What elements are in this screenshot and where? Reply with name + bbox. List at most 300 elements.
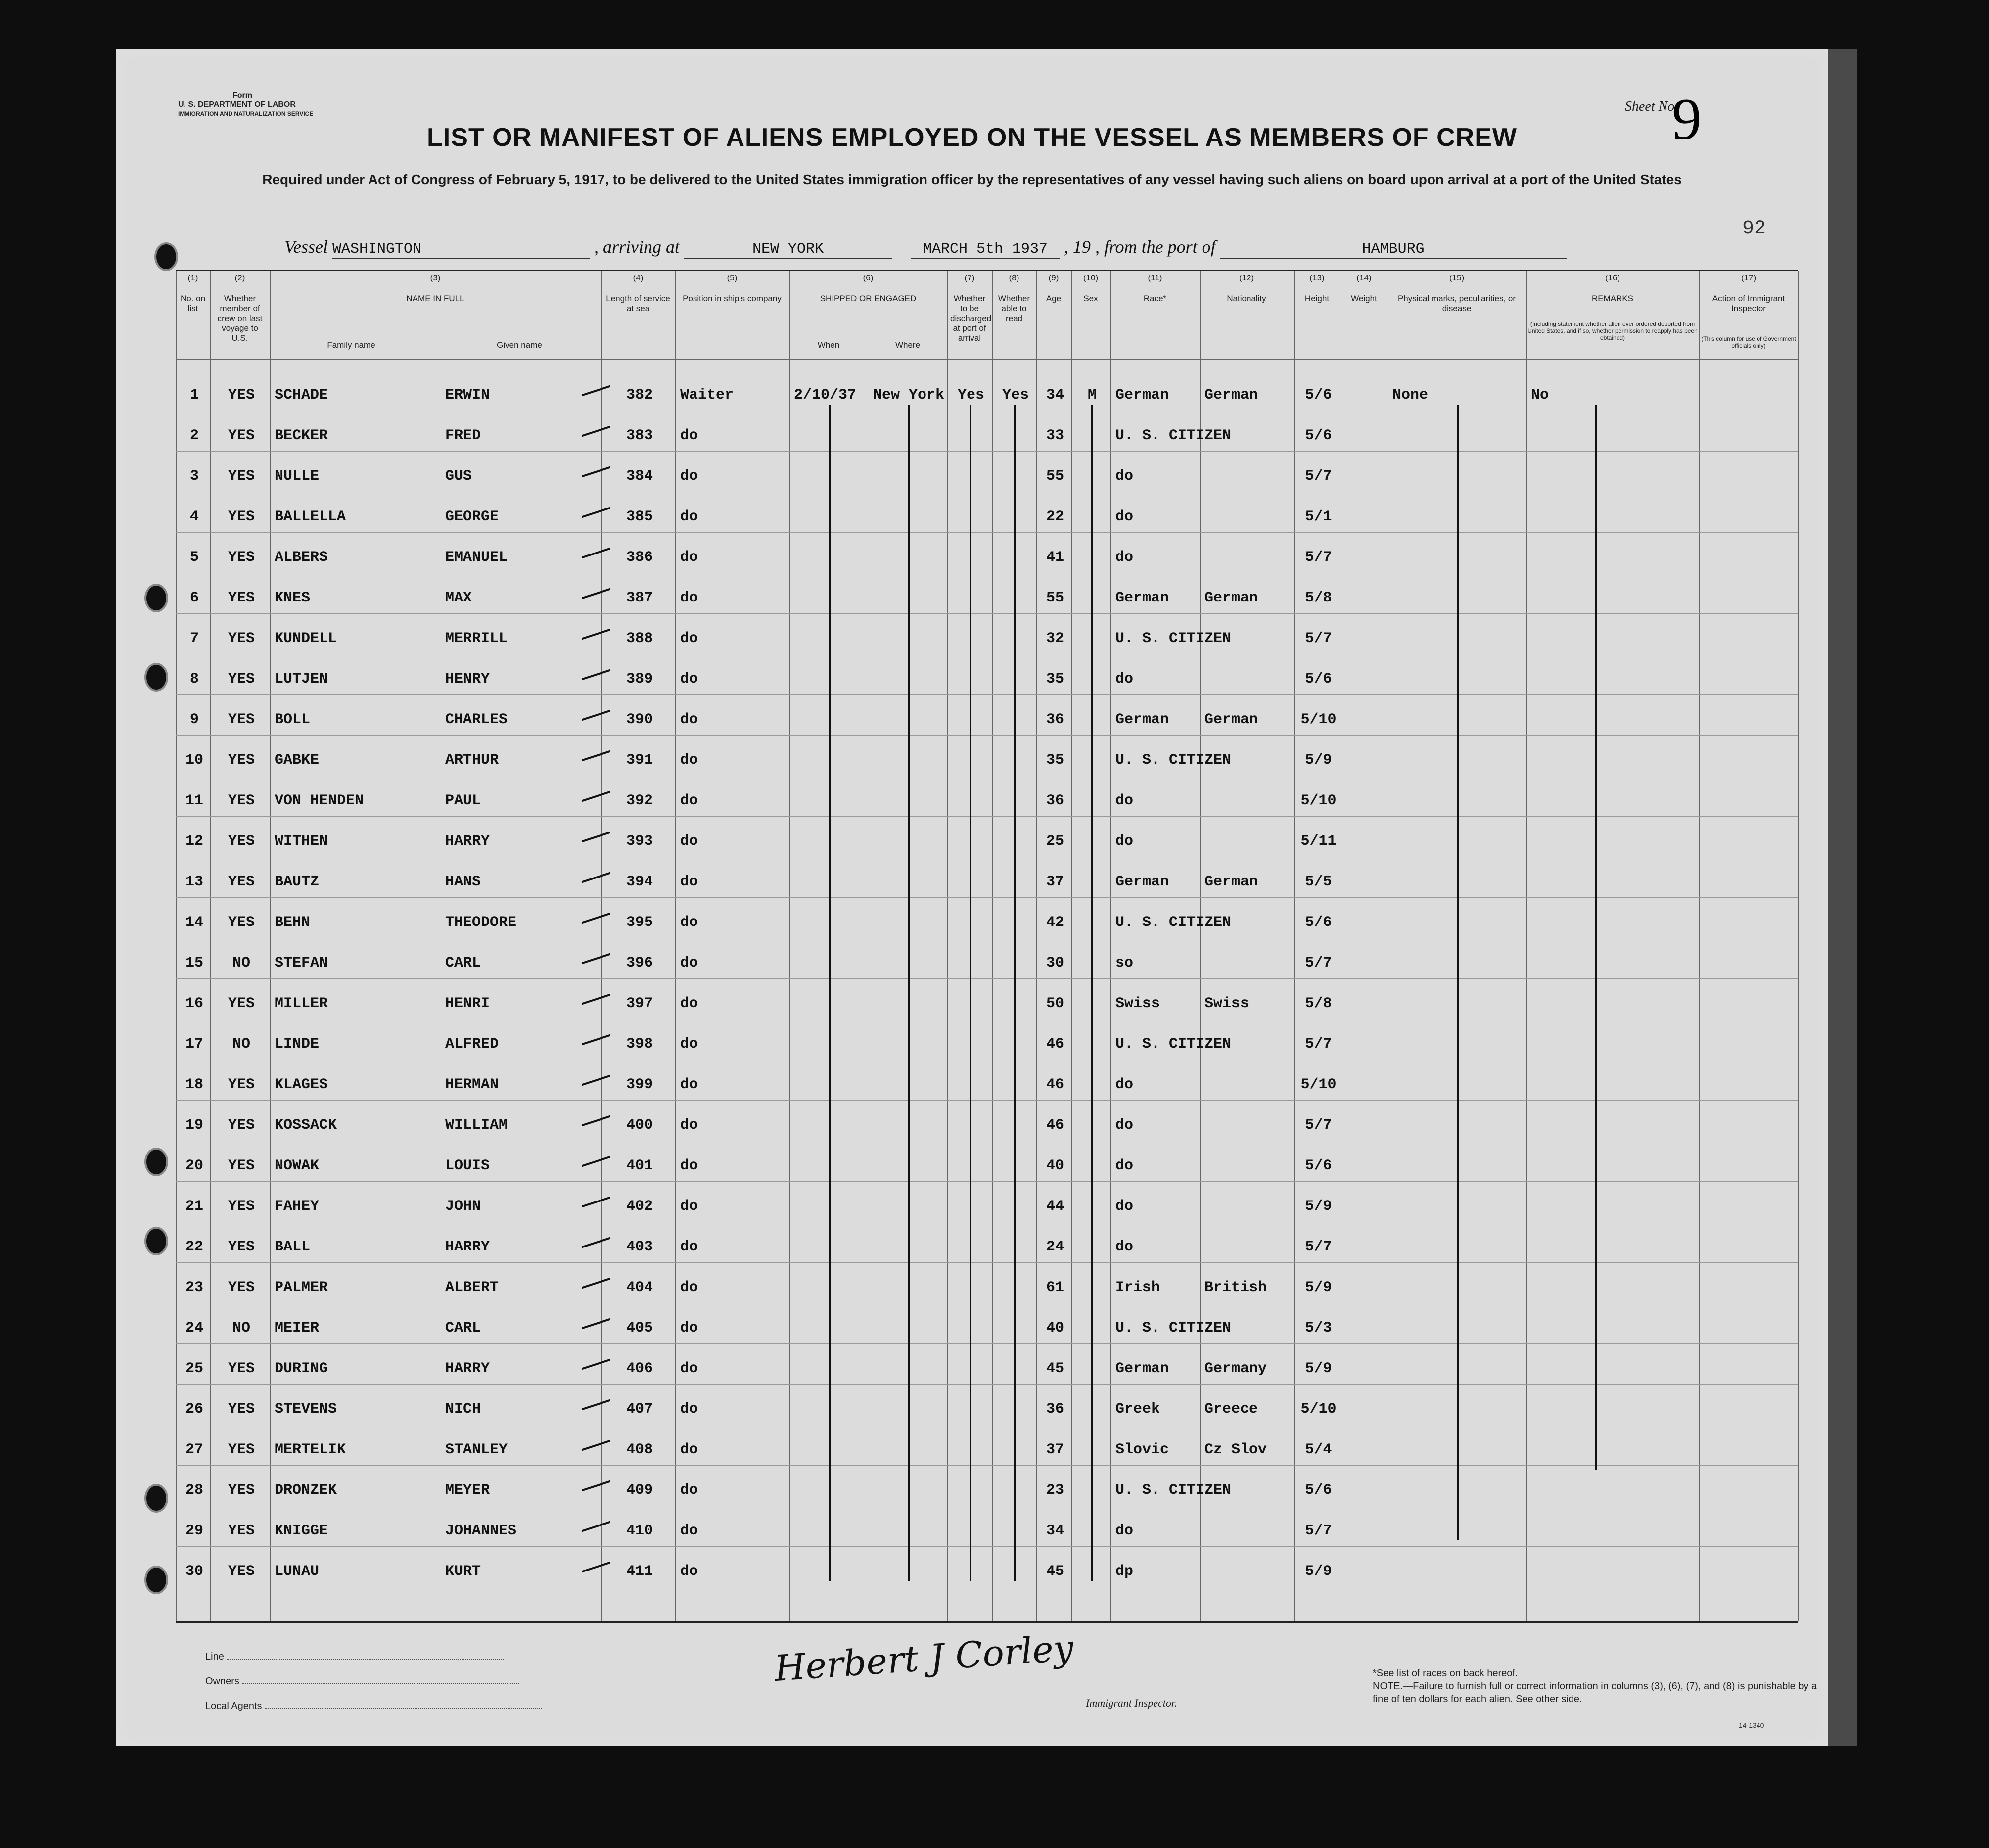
cell-height: 5/10: [1300, 1401, 1337, 1418]
table-row: [176, 983, 1798, 1024]
inspector-note: (This column for use of Government officials only): [1701, 335, 1796, 349]
cell-race: German: [1115, 590, 1169, 606]
cell-no: 23: [185, 1279, 203, 1296]
cell-voyage: YES: [228, 1441, 255, 1458]
punch-hole: [154, 242, 178, 271]
cell-service: 400: [626, 1117, 653, 1134]
cell-height: 5/4: [1305, 1441, 1332, 1458]
document-subtitle: Required under Act of Congress of February 5, 1917, to be delivered to the United States immigration officer by the representatives of any vessel having such aliens on board upon arrival at a port of the United States: [262, 172, 1682, 187]
column-label: NAME IN FULL: [406, 294, 464, 303]
table-row: [176, 497, 1798, 537]
cell-service: 409: [626, 1482, 653, 1499]
cell-family: ALBERS: [275, 549, 328, 566]
cell-age: 42: [1046, 914, 1064, 931]
cell-voyage: YES: [228, 752, 255, 769]
cell-family: FAHEY: [275, 1198, 320, 1215]
cell-position: do: [680, 549, 698, 566]
cell-nationality: British: [1204, 1279, 1267, 1296]
cell-voyage: YES: [228, 1401, 255, 1418]
cell-age: 24: [1046, 1239, 1064, 1255]
cell-race: U. S. CITIZEN: [1115, 752, 1232, 769]
cell-age: 35: [1046, 752, 1064, 769]
cell-voyage: NO: [232, 955, 250, 971]
cell-position: do: [680, 630, 698, 647]
cell-service: 390: [626, 711, 653, 728]
cell-family: NOWAK: [275, 1157, 320, 1174]
cell-race: do: [1115, 1117, 1134, 1134]
cell-no: 10: [185, 752, 203, 769]
cell-race: U. S. CITIZEN: [1115, 630, 1232, 647]
arrival-port: NEW YORK: [684, 241, 892, 259]
punch-hole: [144, 584, 168, 612]
cell-family: GABKE: [275, 752, 320, 769]
cell-family: LINDE: [275, 1036, 320, 1053]
column-label: Race*: [1143, 294, 1167, 303]
cell-position: do: [680, 1279, 698, 1296]
cell-given: GEORGE: [445, 508, 499, 525]
cell-age: 30: [1046, 955, 1064, 971]
table-row: [176, 1430, 1798, 1470]
table-row: [176, 456, 1798, 497]
cell-position: do: [680, 1198, 698, 1215]
cell-given: HARRY: [445, 1360, 490, 1377]
cell-height: 5/7: [1305, 549, 1332, 566]
cell-service: 397: [626, 995, 653, 1012]
cell-nationality: German: [1204, 711, 1258, 728]
table-row: [176, 1470, 1798, 1511]
cell-position: do: [680, 752, 698, 769]
cell-voyage: YES: [228, 671, 255, 688]
sheet-number: 9: [1672, 86, 1702, 152]
cell-family: LUTJEN: [275, 671, 328, 688]
cell-height: 5/10: [1300, 711, 1337, 728]
cell-race: Swiss: [1115, 995, 1160, 1012]
cell-service: 391: [626, 752, 653, 769]
column-header-14: [1341, 271, 1388, 359]
cell-age: 36: [1046, 1401, 1064, 1418]
column-number: (2): [234, 273, 245, 282]
cell-service: 408: [626, 1441, 653, 1458]
cell-position: do: [680, 1157, 698, 1174]
cell-height: 5/6: [1305, 427, 1332, 444]
cell-voyage: YES: [228, 1198, 255, 1215]
agents-field: [205, 1699, 542, 1712]
page-edge: [1828, 49, 1857, 1746]
cell-height: 5/7: [1305, 1523, 1332, 1539]
cell-given: CARL: [445, 1320, 481, 1337]
cell-no: 22: [185, 1239, 203, 1255]
cell-nationality: Cz Slov: [1204, 1441, 1267, 1458]
table-row: [176, 943, 1798, 983]
where-subheader: Where: [895, 340, 921, 350]
cell-voyage: YES: [228, 1482, 255, 1499]
cell-no: 17: [185, 1036, 203, 1053]
cell-no: 1: [189, 387, 199, 404]
cell-race: German: [1115, 874, 1169, 890]
cell-height: 5/7: [1305, 955, 1332, 971]
penalty-note: NOTE.—Failure to furnish full or correct information in columns (3), (6), (7), and (8) is punishable by a fine of ten dollars for each alien. See other side.: [1373, 1681, 1817, 1705]
cell-position: do: [680, 792, 698, 809]
punch-hole: [144, 1148, 168, 1176]
cell-voyage: YES: [228, 1523, 255, 1539]
column-number: (11): [1148, 273, 1162, 282]
cell-height: 5/6: [1305, 1157, 1332, 1174]
cell-nationality: Greece: [1204, 1401, 1258, 1418]
column-header-11: [1110, 271, 1200, 359]
cell-given: ALBERT: [445, 1279, 499, 1296]
cell-voyage: NO: [232, 1320, 250, 1337]
form-header: [158, 92, 313, 118]
table-row: [176, 1227, 1798, 1267]
cell-age: 36: [1046, 711, 1064, 728]
cell-no: 15: [185, 955, 203, 971]
cell-position: do: [680, 1036, 698, 1053]
cell-nationality: German: [1204, 387, 1258, 404]
table-row: [176, 821, 1798, 862]
year-label: , 19: [1064, 237, 1091, 257]
cell-service: 410: [626, 1523, 653, 1539]
cell-family: KUNDELL: [275, 630, 337, 647]
cell-service: 407: [626, 1401, 653, 1418]
cell-no: 5: [189, 549, 199, 566]
cell-voyage: YES: [228, 711, 255, 728]
cell-given: ERWIN: [445, 387, 490, 404]
cell-family: WITHEN: [275, 833, 328, 850]
cell-nationality: German: [1204, 874, 1258, 890]
ditto-line: [1014, 405, 1016, 1581]
table-row: [176, 862, 1798, 902]
column-label: Whether able to read: [998, 294, 1030, 323]
cell-position: do: [680, 468, 698, 485]
cell-position: do: [680, 995, 698, 1012]
cell-given: HERMAN: [445, 1076, 499, 1093]
cell-no: 13: [185, 874, 203, 890]
cell-voyage: YES: [228, 874, 255, 890]
table-row: [176, 1389, 1798, 1430]
column-number: (9): [1048, 273, 1059, 282]
cell-race: do: [1115, 1523, 1134, 1539]
cell-family: STEVENS: [275, 1401, 337, 1418]
cell-position: do: [680, 590, 698, 606]
column-header-15: [1388, 271, 1526, 359]
cell-no: 30: [185, 1563, 203, 1580]
cell-no: 18: [185, 1076, 203, 1093]
table-row: [176, 578, 1798, 618]
ditto-line: [829, 405, 831, 1581]
line-field: [205, 1650, 504, 1663]
cell-given: CARL: [445, 955, 481, 971]
cell-race: do: [1115, 792, 1134, 809]
cell-family: DURING: [275, 1360, 328, 1377]
cell-voyage: YES: [228, 590, 255, 606]
cell-height: 5/9: [1305, 1198, 1332, 1215]
cell-voyage: YES: [228, 508, 255, 525]
cell-position: do: [680, 955, 698, 971]
cell-service: 388: [626, 630, 653, 647]
cell-service: 395: [626, 914, 653, 931]
cell-race: do: [1115, 549, 1134, 566]
cell-no: 2: [189, 427, 199, 444]
cell-given: HENRY: [445, 671, 490, 688]
column-label: Whether to be discharged at port of arrival: [950, 294, 992, 343]
column-header-12: [1200, 271, 1294, 359]
inspector-signature: Herbert J Corley: [773, 1626, 1075, 1690]
cell-position: Waiter: [680, 387, 734, 404]
cell-no: 14: [185, 914, 203, 931]
owners-field: [205, 1674, 519, 1687]
cell-nationality: German: [1204, 590, 1258, 606]
cell-voyage: YES: [228, 468, 255, 485]
column-number: (12): [1239, 273, 1254, 282]
cell-height: 5/7: [1305, 468, 1332, 485]
cell-family: BALLELLA: [275, 508, 346, 525]
cell-height: 5/6: [1305, 1482, 1332, 1499]
table-row: [176, 1064, 1798, 1105]
service-label: IMMIGRATION AND NATURALIZATION SERVICE: [178, 110, 314, 117]
cell-family: LUNAU: [275, 1563, 320, 1580]
cell-height: 5/9: [1305, 1360, 1332, 1377]
cell-race: do: [1115, 1198, 1134, 1215]
table-row: [176, 1186, 1798, 1227]
cell-given: HARRY: [445, 1239, 490, 1255]
column-header-1: [176, 271, 210, 359]
cell-age: 37: [1046, 874, 1064, 890]
cell-no: 12: [185, 833, 203, 850]
cell-where: New York: [873, 387, 945, 404]
cell-given: WILLIAM: [445, 1117, 508, 1134]
table-row: [176, 537, 1798, 578]
cell-race: Slovic: [1115, 1441, 1169, 1458]
table-row: [176, 416, 1798, 456]
cell-position: do: [680, 671, 698, 688]
table-row: [176, 375, 1798, 416]
cell-remarks: No: [1531, 387, 1549, 404]
cell-given: KURT: [445, 1563, 481, 1580]
cell-nationality: Germany: [1204, 1360, 1267, 1377]
cell-no: 26: [185, 1401, 203, 1418]
cell-service: 405: [626, 1320, 653, 1337]
cell-race: German: [1115, 711, 1169, 728]
column-number: (13): [1309, 273, 1325, 282]
cell-family: STEFAN: [275, 955, 328, 971]
cell-given: NICH: [445, 1401, 481, 1418]
column-rule: [1798, 271, 1799, 1621]
cell-age: 46: [1046, 1117, 1064, 1134]
cell-family: MERTELIK: [275, 1441, 346, 1458]
column-label: REMARKS: [1591, 294, 1634, 303]
column-number: (10): [1083, 273, 1099, 282]
cell-race: U. S. CITIZEN: [1115, 1482, 1232, 1499]
cell-family: KNES: [275, 590, 311, 606]
column-number: (16): [1605, 273, 1620, 282]
cell-service: 398: [626, 1036, 653, 1053]
cell-position: do: [680, 711, 698, 728]
cell-given: LOUIS: [445, 1157, 490, 1174]
cell-no: 4: [189, 508, 199, 525]
punch-hole: [144, 1566, 168, 1594]
page-number: 92: [1742, 218, 1766, 240]
table-row: [176, 740, 1798, 781]
cell-height: 5/6: [1305, 671, 1332, 688]
cell-service: 399: [626, 1076, 653, 1093]
document-title: LIST OR MANIFEST OF ALIENS EMPLOYED ON THE VESSEL AS MEMBERS OF CREW: [427, 123, 1517, 152]
remarks-note: (Including statement whether alien ever ordered deported from United States, and if so, whether permission to reapply has been obtained): [1527, 321, 1698, 341]
cell-voyage: YES: [228, 1076, 255, 1093]
when-subheader: When: [817, 340, 840, 350]
cell-no: 25: [185, 1360, 203, 1377]
cell-position: do: [680, 874, 698, 890]
cell-voyage: YES: [228, 1157, 255, 1174]
cell-position: do: [680, 914, 698, 931]
department-label: U. S. DEPARTMENT OF LABOR: [178, 100, 296, 109]
ditto-line: [1091, 405, 1093, 1581]
cell-given: PAUL: [445, 792, 481, 809]
cell-voyage: YES: [228, 833, 255, 850]
cell-service: 383: [626, 427, 653, 444]
cell-no: 20: [185, 1157, 203, 1174]
column-number: (17): [1741, 273, 1757, 282]
cell-voyage: YES: [228, 792, 255, 809]
cell-race: do: [1115, 1076, 1134, 1093]
cell-given: HARRY: [445, 833, 490, 850]
cell-height: 5/7: [1305, 630, 1332, 647]
cell-given: THEODORE: [445, 914, 517, 931]
cell-voyage: YES: [228, 387, 255, 404]
table-row: [176, 699, 1798, 740]
cell-service: 384: [626, 468, 653, 485]
sheet-label: Sheet No.: [1625, 99, 1678, 114]
column-label: Action of Immigrant Inspector: [1712, 294, 1785, 313]
cell-position: do: [680, 508, 698, 525]
cell-age: 55: [1046, 468, 1064, 485]
races-note: *See list of races on back hereof.: [1373, 1668, 1518, 1679]
cell-age: 50: [1046, 995, 1064, 1012]
cell-service: 411: [626, 1563, 653, 1580]
cell-voyage: YES: [228, 1239, 255, 1255]
cell-race: U. S. CITIZEN: [1115, 914, 1232, 931]
cell-height: 5/7: [1305, 1036, 1332, 1053]
table-row: [176, 1511, 1798, 1551]
column-number: (8): [1009, 273, 1019, 282]
cell-voyage: YES: [228, 549, 255, 566]
column-number: (3): [430, 273, 441, 282]
cell-voyage: YES: [228, 995, 255, 1012]
punch-hole: [144, 663, 168, 692]
column-header-9: [1036, 271, 1071, 359]
table-row: [176, 1267, 1798, 1308]
cell-race: Irish: [1115, 1279, 1160, 1296]
ditto-line: [970, 405, 971, 1581]
column-label: SHIPPED OR ENGAGED: [820, 294, 917, 303]
column-header-2: [210, 271, 270, 359]
column-label: Height: [1304, 294, 1330, 303]
cell-family: KNIGGE: [275, 1523, 328, 1539]
column-number: (1): [187, 273, 198, 282]
cell-race: do: [1115, 671, 1134, 688]
cell-no: 6: [189, 590, 199, 606]
cell-age: 45: [1046, 1360, 1064, 1377]
vessel-line: [284, 236, 1567, 259]
header-rule: [176, 359, 1798, 360]
cell-height: 5/9: [1305, 1279, 1332, 1296]
cell-no: 7: [189, 630, 199, 647]
from-label: , from the port of: [1095, 237, 1216, 257]
agents-label: Local Agents: [205, 1701, 262, 1711]
cell-family: SCHADE: [275, 387, 328, 404]
cell-height: 5/8: [1305, 995, 1332, 1012]
cell-position: do: [680, 1441, 698, 1458]
table-row: [176, 902, 1798, 943]
inspector-label: Immigrant Inspector.: [1086, 1697, 1177, 1709]
cell-height: 5/6: [1305, 914, 1332, 931]
table-row: [176, 1348, 1798, 1389]
table-row: [176, 1308, 1798, 1348]
cell-age: 33: [1046, 427, 1064, 444]
cell-no: 29: [185, 1523, 203, 1539]
cell-height: 5/3: [1305, 1320, 1332, 1337]
cell-when: 2/10/37: [794, 387, 857, 404]
column-header-5: [675, 271, 789, 359]
cell-race: do: [1115, 468, 1134, 485]
ditto-line: [1457, 405, 1459, 1540]
cell-service: 387: [626, 590, 653, 606]
table-row: [176, 659, 1798, 699]
cell-family: BAUTZ: [275, 874, 320, 890]
column-label: No. on list: [180, 294, 206, 313]
vessel-label: Vessel: [284, 237, 328, 257]
cell-voyage: YES: [228, 630, 255, 647]
ditto-line: [1595, 405, 1597, 1470]
vessel-name: WASHINGTON: [332, 241, 590, 259]
column-header-8: [992, 271, 1036, 359]
cell-position: do: [680, 427, 698, 444]
column-header-4: [601, 271, 675, 359]
cell-height: 5/6: [1305, 387, 1332, 404]
cell-position: do: [680, 1401, 698, 1418]
cell-height: 5/8: [1305, 590, 1332, 606]
cell-given: MEYER: [445, 1482, 490, 1499]
cell-given: STANLEY: [445, 1441, 508, 1458]
punch-hole: [144, 1484, 168, 1513]
table-row: [176, 1551, 1798, 1592]
given-name-subheader: Given name: [497, 340, 542, 350]
cell-age: 46: [1046, 1076, 1064, 1093]
cell-service: 393: [626, 833, 653, 850]
cell-height: 5/7: [1305, 1239, 1332, 1255]
cell-given: HANS: [445, 874, 481, 890]
cell-age: 46: [1046, 1036, 1064, 1053]
column-label: Whether member of crew on last voyage to U.S.: [217, 294, 263, 343]
cell-voyage: YES: [228, 1360, 255, 1377]
cell-service: 385: [626, 508, 653, 525]
column-label: Length of service at sea: [606, 294, 670, 313]
cell-position: do: [680, 1523, 698, 1539]
cell-family: NULLE: [275, 468, 320, 485]
table-row: [176, 1146, 1798, 1186]
cell-race: do: [1115, 833, 1134, 850]
cell-age: 34: [1046, 1523, 1064, 1539]
cell-given: HENRI: [445, 995, 490, 1012]
cell-race: do: [1115, 508, 1134, 525]
cell-height: 5/11: [1300, 833, 1337, 850]
cell-no: 3: [189, 468, 199, 485]
column-number: (4): [633, 273, 644, 282]
cell-age: 37: [1046, 1441, 1064, 1458]
cell-position: do: [680, 1320, 698, 1337]
cell-position: do: [680, 1239, 698, 1255]
cell-service: 382: [626, 387, 653, 404]
cell-family: KLAGES: [275, 1076, 328, 1093]
